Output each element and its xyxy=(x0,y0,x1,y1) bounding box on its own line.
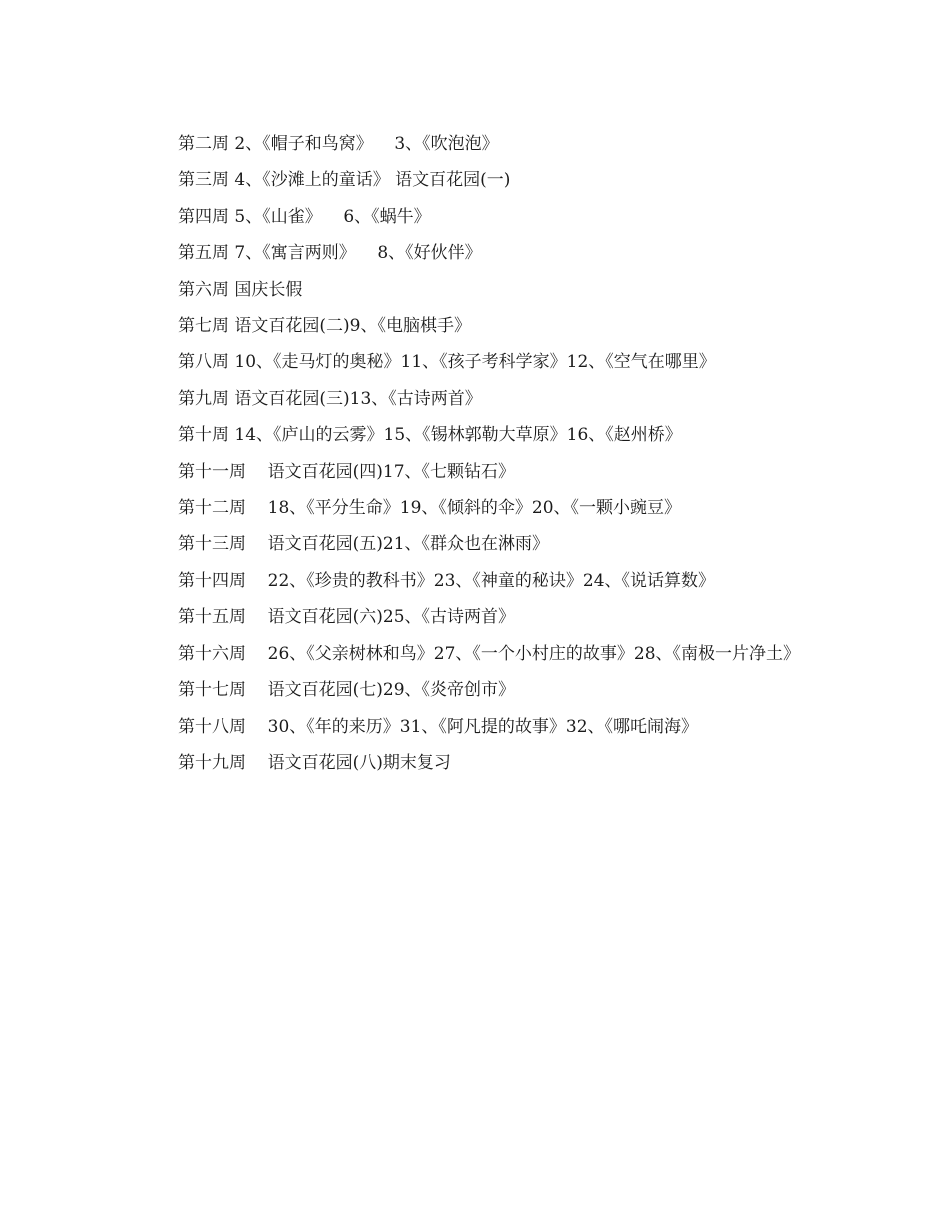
schedule-row xyxy=(140,454,820,490)
week-label: 第十六周 xyxy=(178,643,246,664)
week-content: 4、《沙滩上的童话》 语文百花园(一) xyxy=(234,170,511,191)
week-label: 第八周 xyxy=(178,352,229,373)
weekly-schedule xyxy=(140,126,820,781)
week-label: 第五周 xyxy=(178,243,229,264)
schedule-row xyxy=(140,672,820,708)
schedule-row xyxy=(140,745,820,781)
week-label: 第九周 xyxy=(178,388,229,409)
week-content: 26、《父亲树林和鸟》27、《一个小村庄的故事》28、《南极一片净土》 xyxy=(267,643,801,664)
schedule-row xyxy=(140,308,820,344)
week-content: 语文百花园(五)21、《群众也在淋雨》 xyxy=(267,534,550,555)
schedule-row xyxy=(140,126,820,162)
week-label: 第十周 xyxy=(178,425,229,446)
week-content: 语文百花园(三)13、《古诗两首》 xyxy=(234,388,482,409)
week-content: 5、《山雀》 6、《蜗牛》 xyxy=(234,206,431,227)
week-label: 第十二周 xyxy=(178,498,246,519)
week-label: 第十三周 xyxy=(178,534,246,555)
week-content: 语文百花园(二)9、《电脑棋手》 xyxy=(234,316,471,337)
schedule-row xyxy=(140,526,820,562)
week-content: 语文百花园(八)期末复习 xyxy=(267,752,451,773)
week-label: 第十四周 xyxy=(178,570,246,591)
schedule-row xyxy=(140,199,820,235)
week-label: 第七周 xyxy=(178,316,229,337)
schedule-row xyxy=(140,417,820,453)
schedule-row xyxy=(140,636,820,672)
schedule-row xyxy=(140,709,820,745)
schedule-row xyxy=(140,162,820,198)
week-content: 语文百花园(六)25、《古诗两首》 xyxy=(267,607,516,628)
schedule-row xyxy=(140,381,820,417)
week-label: 第十五周 xyxy=(178,607,246,628)
week-content: 14、《庐山的云雾》15、《锡林郭勒大草原》16、《赵州桥》 xyxy=(234,425,682,446)
week-content: 语文百花园(七)29、《炎帝创市》 xyxy=(267,680,516,701)
week-content: 国庆长假 xyxy=(234,279,303,300)
week-content: 18、《平分生命》19、《倾斜的伞》20、《一颗小豌豆》 xyxy=(267,498,682,519)
week-content: 语文百花园(四)17、《七颗钻石》 xyxy=(267,461,516,482)
week-content: 2、《帽子和鸟窝》 3、《吹泡泡》 xyxy=(234,134,499,154)
schedule-row xyxy=(140,272,820,308)
week-label: 第四周 xyxy=(178,206,229,227)
week-label: 第十一周 xyxy=(178,461,246,482)
week-label: 第十八周 xyxy=(178,716,246,737)
week-content: 7、《寓言两则》 8、《好伙伴》 xyxy=(234,243,482,264)
schedule-row xyxy=(140,235,820,271)
week-content: 10、《走马灯的奥秘》11、《孩子考科学家》12、《空气在哪里》 xyxy=(234,352,716,373)
week-label: 第十九周 xyxy=(178,752,246,773)
schedule-row xyxy=(140,563,820,599)
week-label: 第六周 xyxy=(178,279,229,300)
week-content: 30、《年的来历》31、《阿凡提的故事》32、《哪吒闹海》 xyxy=(267,716,699,737)
week-label: 第二周 xyxy=(178,134,229,154)
schedule-row xyxy=(140,490,820,526)
week-label: 第十七周 xyxy=(178,680,246,701)
schedule-row xyxy=(140,344,820,380)
week-content: 22、《珍贵的教科书》23、《神童的秘诀》24、《说话算数》 xyxy=(267,570,716,591)
week-label: 第三周 xyxy=(178,170,229,191)
schedule-row xyxy=(140,599,820,635)
